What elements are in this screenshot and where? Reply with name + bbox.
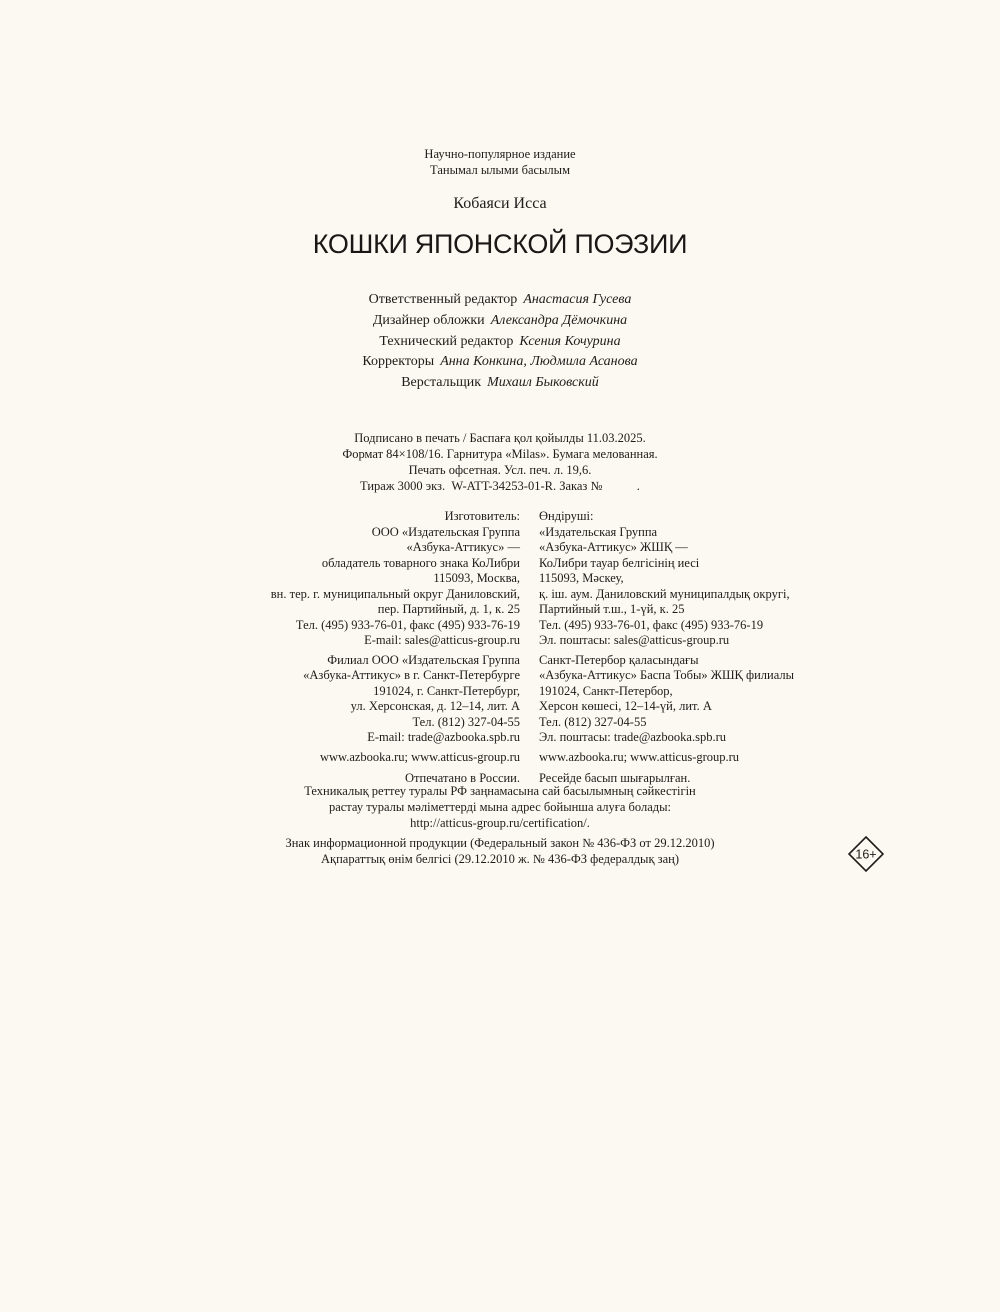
- printed-in-ru: Отпечатано в России.: [405, 771, 520, 785]
- websites-ru: www.azbooka.ru; www.atticus-group.ru: [319, 749, 520, 764]
- email-line: Эл. поштасы: sales@atticus-group.ru: [539, 633, 730, 647]
- email-line: E-mail: trade@azbooka.spb.ru: [367, 730, 520, 744]
- address-line: пер. Партийный, д. 1, к. 25: [377, 602, 520, 616]
- author: Кобаяси Исса: [453, 195, 547, 212]
- imprint-line: Тираж 3000 экз. W-ATT-34253-01-R. Заказ № .: [360, 479, 640, 493]
- address-line: КоЛибри тауар белгісінің иесі: [539, 555, 700, 570]
- tech-line: растау туралы мәліметтерді мына адрес бойынша алуға болады:: [328, 800, 672, 814]
- email-line: E-mail: sales@atticus-group.ru: [364, 633, 520, 647]
- tech-line: Техникалық реттеу туралы РФ заңнамасына сай басылымның сәйкестігін: [304, 784, 696, 798]
- info-sign-kz: Ақпараттық өнім белгісі (29.12.2010 ж. № 436-ФЗ федералдық заң): [321, 852, 679, 866]
- tech-regulation-note: [0, 783, 1000, 831]
- address-line: «Издательская Группа: [539, 524, 658, 539]
- manufacturer-label-ru: Изготовитель:: [444, 509, 520, 523]
- address-line: обладатель товарного знака КоЛибри: [321, 555, 520, 570]
- credit-line: Дизайнер обложки Александра Дёмочкина: [372, 312, 628, 328]
- publisher-column-ru: [271, 509, 520, 787]
- certification-link: http://atticus-group.ru/certification/.: [410, 816, 590, 830]
- branch-line: Санкт-Петербор қаласындағы: [539, 652, 699, 667]
- address-line: 115093, Москва,: [433, 571, 520, 585]
- edition-kind-kz: Танымал ылыми басылым: [430, 163, 570, 177]
- age-rating-icon: [848, 836, 884, 872]
- credits: [0, 290, 1000, 394]
- address-line: 115093, Мәскеу,: [539, 571, 624, 585]
- websites-kz: www.azbooka.ru; www.atticus-group.ru: [539, 749, 740, 764]
- book-title: КОШКИ ЯПОНСКОЙ ПОЭЗИИ: [312, 229, 688, 259]
- imprint-line: Формат 84×108/16. Гарнитура «Milas». Бумага мелованная.: [342, 447, 658, 461]
- phone-line: Тел. (812) 327-04-55: [412, 714, 520, 729]
- edition-kind: [0, 146, 1000, 178]
- imprint-line: Печать офсетная. Усл. печ. л. 19,6.: [408, 463, 592, 477]
- branch-line: «Азбука-Аттикус» в г. Санкт-Петербурге: [303, 668, 520, 682]
- info-sign-ru: Знак информационной продукции (Федеральный закон № 436-ФЗ от 29.12.2010): [285, 836, 715, 850]
- phone-line: Тел. (495) 933-76-01, факс (495) 933-76-19: [295, 617, 520, 632]
- credit-line: Корректоры Анна Конкина, Людмила Асанова: [362, 354, 638, 370]
- address-line: «Азбука-Аттикус» —: [406, 540, 520, 554]
- address-line: Партийный т.ш., 1-үй, к. 25: [539, 602, 685, 616]
- address-line: «Азбука-Аттикус» ЖШҚ —: [539, 540, 688, 554]
- address-line: ООО «Издательская Группа: [371, 524, 520, 539]
- address-line: вн. тер. г. муниципальный округ Даниловский,: [270, 586, 520, 601]
- credit-line: Верстальщик Михаил Быковский: [401, 375, 599, 391]
- credit-line: Технический редактор Ксения Кочурина: [379, 333, 621, 349]
- branch-line: ул. Херсонская, д. 12–14, лит. А: [350, 699, 520, 713]
- imprint-block: [0, 430, 1000, 494]
- phone-line: Тел. (812) 327-04-55: [539, 714, 647, 729]
- branch-line: «Азбука-Аттикус» Баспа Тобы» ЖШҚ филиалы: [539, 668, 795, 682]
- email-line: Эл. поштасы: trade@azbooka.spb.ru: [539, 730, 727, 744]
- printed-in-kz: Ресейде басып шығарылған.: [539, 771, 691, 785]
- branch-line: 191024, Санкт-Петербор,: [539, 683, 673, 698]
- branch-line: Филиал ООО «Издательская Группа: [327, 652, 520, 667]
- branch-line: Херсон көшесі, 12–14-үй, лит. А: [539, 699, 712, 713]
- manufacturer-label-kz: Өндіруші:: [539, 509, 594, 523]
- age-rating-diamond: [848, 836, 884, 872]
- branch-line: 191024, г. Санкт-Петербург,: [373, 683, 520, 698]
- edition-kind-ru: Научно-популярное издание: [424, 147, 576, 161]
- phone-line: Тел. (495) 933-76-01, факс (495) 933-76-19: [539, 617, 764, 632]
- credit-line: Ответственный редактор Анастасия Гусева: [368, 292, 632, 307]
- publisher-column-kz: [539, 509, 794, 787]
- age-rating-label: 16+: [855, 847, 877, 862]
- imprint-line: Подписано в печать / Баспаға қол қойылды 11.03.2025.: [354, 431, 646, 445]
- address-line: қ. іш. аум. Даниловский муниципалдық округі,: [539, 586, 790, 601]
